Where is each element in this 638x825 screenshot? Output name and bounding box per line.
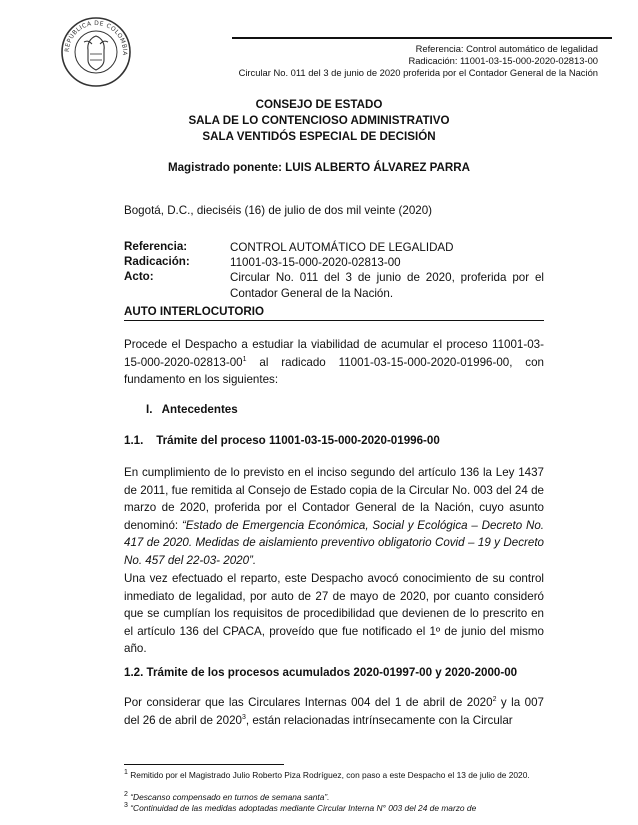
referencia-value: CONTROL AUTOMÁTICO DE LEGALIDAD (230, 241, 454, 254)
footnote-2: $^2$ “Descanso compensado en turnos de semana santa”. (124, 791, 330, 802)
acto-value: Circular No. 011 del 3 de junio de 2020, proferida por el Contador General de la Nación. (230, 271, 544, 300)
acto-label: Acto: (124, 270, 154, 283)
header-referencia: Referencia: Control automático de legalidad (415, 43, 598, 54)
radicacion-label: Radicación: (124, 255, 190, 268)
court-chamber: SALA DE LO CONTENCIOSO ADMINISTRATIVO (188, 114, 450, 127)
document-date: Bogotá, D.C., dieciséis (16) de julio de dos mil veinte (2020) (124, 204, 433, 217)
paragraph-1: En cumplimiento de lo previsto en el inciso segundo del artículo 136 la Ley 1437 de 2011, fue remitida al Consejo de Estado copia de la Circular No. 003 del 24 de marzo de 2020, proferida por el Contador General de la Nación, cuyo asunto denominó: “Estado de Emergencia Económica, Social y Ecológica – Decreto No. 417 de 2020. Medidas de aislamiento preventivo obligatorio Covid – 19 y Decreto No. 457 del 22-03- 2020”. (124, 466, 544, 567)
section-1-1-heading: 1.1. Trámite del proceso 11001-03-15-000-2020-01996-00 (124, 434, 440, 447)
intro-paragraph: Procede el Despacho a estudiar la viabilidad de acumular el proceso $11001-03-15-000-2020-02813-00^1$ al radicado 11001-03-15-000-2020-01996-00, con fundamento en los siguientes: (124, 338, 544, 387)
court-name: CONSEJO DE ESTADO (255, 98, 383, 111)
svg-text:REPÚBLICA DE COLOMBIA: REPÚBLICA DE COLOMBIA (63, 19, 129, 57)
section-antecedentes: I. Antecedentes (146, 403, 238, 416)
radicacion-value: 11001-03-15-000-2020-02813-00 (230, 256, 401, 269)
paragraph-2: Una vez efectuado el reparto, este Despacho avocó conocimiento de su control inmediato de legalidad, por auto de 27 de mayo de 2020, por cuanto consideró que se cumplían los requisitos de procedibilidad que devienen de lo prescrito en el artículo 136 del CPACA, proveído que fue notificado el 1º de junio del mismo año. (124, 572, 544, 656)
header-circular: Circular No. 011 del 3 de junio de 2020 proferida por el Contador General de la Nación (238, 67, 598, 78)
referencia-label: Referencia: (124, 240, 188, 253)
footnote-1: $^1$ Remitido por el Magistrado Julio Roberto Piza Rodríguez, con paso a este Despacho el 13 de julio de 2020. (124, 769, 530, 780)
auto-rule (124, 320, 544, 321)
auto-title: AUTO INTERLOCUTORIO (124, 305, 264, 318)
paragraph-3: Por considerar que las Circulares Internas 004 del 1 de abril de 2020$^2$ y la 007 del 26 de abril de 2020$^3$, están relacionadas intrínsecamente con la Circular (124, 696, 544, 727)
court-section: SALA VENTIDÓS ESPECIAL DE DECISIÓN (202, 130, 436, 143)
header-rule (232, 37, 612, 39)
footnote-3: $^3$ “Continuidad de las medidas adoptadas mediante Circular Interna N° 003 del 24 de marzo de (124, 802, 477, 813)
consejo-estado-seal (60, 16, 132, 88)
header-radicacion: Radicación: 11001-03-15-000-2020-02813-00 (408, 55, 598, 66)
magistrado-ponente: Magistrado ponente: LUIS ALBERTO ÁLVAREZ PARRA (167, 161, 471, 174)
footnote-rule (124, 764, 284, 765)
section-1-2-heading: 1.2. Trámite de los procesos acumulados 2020-01997-00 y 2020-2000-00 (124, 666, 518, 679)
